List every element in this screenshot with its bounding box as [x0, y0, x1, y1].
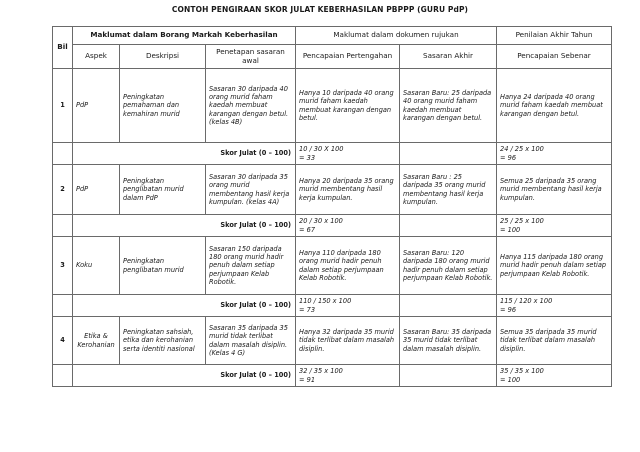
skor-pertengahan-result: = 91: [299, 375, 316, 384]
sasaran-akhir-cell: Sasaran Baru: 120 daripada 180 orang murid hadir penuh dalam setiap perjumpaan Kelab Robotik.: [400, 237, 497, 295]
skor-akhir: [497, 365, 612, 387]
skor-pertengahan-formula: 20 / 30 x 100: [299, 217, 343, 226]
aspek-cell: Koku: [73, 237, 120, 295]
row-number: 3: [53, 237, 73, 295]
deskripsi-cell: Peningkatan sahsiah, etika dan kerohanian serta identiti nasional: [120, 317, 206, 365]
sebenar-cell: Hanya 24 daripada 40 orang murid faham kaedah membuat karangan dengan betul.: [497, 69, 612, 143]
aspek-cell: Etika & Kerohanian: [73, 317, 120, 365]
skor-label: Skor Julat (0 – 100): [73, 143, 296, 165]
skor-akhir: [497, 215, 612, 237]
table-row: [53, 165, 612, 215]
deskripsi-cell: Peningkatan pemahaman dan kemahiran murid: [120, 69, 206, 143]
table-row: [53, 69, 612, 143]
score-row: [53, 215, 612, 237]
score-row: [53, 143, 612, 165]
pertengahan-cell: Hanya 10 daripada 40 orang murid faham kaedah membuat karangan dengan betul.: [296, 69, 400, 143]
table-row: [53, 237, 612, 295]
sebenar-cell: Hanya 115 daripada 180 orang murid hadir penuh dalam setiap perjumpaan Kelab Robotik.: [497, 237, 612, 295]
header-pencapaian-pertengahan: Pencapaian Pertengahan: [296, 45, 400, 69]
sebenar-cell: Semua 25 daripada 35 orang murid membentang hasil kerja kumpulan.: [497, 165, 612, 215]
skor-akhir-formula: 115 / 120 x 100: [500, 297, 553, 306]
header-sasaran-awal: Penetapan sasaran awal: [206, 45, 296, 69]
header-group-borang: Maklumat dalam Borang Markah Keberhasilan: [73, 27, 296, 45]
skor-pertengahan: [296, 215, 400, 237]
row-number: 4: [53, 317, 73, 365]
skor-akhir-formula: 24 / 25 x 100: [500, 145, 544, 154]
pertengahan-cell: Hanya 110 daripada 180 orang murid hadir penuh dalam setiap perjumpaan Kelab Robotik.: [296, 237, 400, 295]
skor-label: Skor Julat (0 – 100): [73, 215, 296, 237]
document-title: CONTOH PENGIRAAN SKOR JULAT KEBERHASILAN PBPPP (GURU PdP): [171, 5, 469, 14]
skor-akhir-result: = 96: [500, 305, 517, 314]
sasaran-akhir-cell: Sasaran Baru : 25 daripada 35 orang murid membentang hasil kerja kumpulan.: [400, 165, 497, 215]
pertengahan-cell: Hanya 20 daripada 35 orang murid membentang hasil kerja kumpulan.: [296, 165, 400, 215]
skor-label: Skor Julat (0 – 100): [73, 295, 296, 317]
header-deskripsi: Deskripsi: [120, 45, 206, 69]
sasaran-awal-cell: Sasaran 30 daripada 35 orang murid membentang hasil kerja kumpulan. (kelas 4A): [206, 165, 296, 215]
skor-akhir-formula: 35 / 35 x 100: [500, 367, 544, 376]
deskripsi-cell: Peningkatan penglibatan murid dalam PdP: [120, 165, 206, 215]
skor-label: Skor Julat (0 – 100): [73, 365, 296, 387]
deskripsi-cell: Peningkatan penglibatan murid: [120, 237, 206, 295]
header-group-penilaian: Penilaian Akhir Tahun: [497, 27, 612, 45]
score-table: [52, 26, 612, 387]
sasaran-awal-cell: Sasaran 35 daripada 35 murid tidak terlibat dalam masalah disiplin. (Kelas 4 G): [206, 317, 296, 365]
skor-akhir: [497, 143, 612, 165]
sasaran-awal-cell: Sasaran 150 daripada 180 orang murid hadir penuh dalam setiap perjumpaan Kelab Robotik.: [206, 237, 296, 295]
header-pencapaian-sebenar: Pencapaian Sebenar: [497, 45, 612, 69]
skor-pertengahan-result: = 67: [299, 225, 316, 234]
skor-pertengahan-result: = 73: [299, 305, 316, 314]
skor-pertengahan-formula: 110 / 150 x 100: [299, 297, 352, 306]
sebenar-cell: Semua 35 daripada 35 murid tidak terlibat dalam masalah disiplin.: [497, 317, 612, 365]
skor-pertengahan: [296, 295, 400, 317]
aspek-cell: PdP: [73, 165, 120, 215]
header-group-dokumen: Maklumat dalam dokumen rujukan: [296, 27, 497, 45]
header-bil: Bil: [53, 27, 73, 69]
sasaran-awal-note: (kelas 4B): [209, 117, 243, 126]
sasaran-akhir-cell: Sasaran Baru: 25 daripada 40 orang murid faham kaedah membuat karangan dengan betul.: [400, 69, 497, 143]
skor-akhir-formula: 25 / 25 x 100: [500, 217, 544, 226]
score-row: [53, 365, 612, 387]
skor-akhir-result: = 100: [500, 225, 521, 234]
skor-pertengahan-formula: 32 / 35 x 100: [299, 367, 343, 376]
sasaran-awal-text: Sasaran 30 daripada 40 orang murid faham kaedah membuat karangan dengan betul.: [209, 85, 289, 118]
row-number: 1: [53, 69, 73, 143]
header-aspek: Aspek: [73, 45, 120, 69]
skor-pertengahan-result: = 33: [299, 153, 316, 162]
skor-pertengahan-formula: 10 / 30 X 100: [299, 145, 344, 154]
row-number: 2: [53, 165, 73, 215]
skor-akhir-result: = 96: [500, 153, 517, 162]
aspek-cell: PdP: [73, 69, 120, 143]
sasaran-akhir-cell: Sasaran Baru: 35 daripada 35 murid tidak terlibat dalam masalah disiplin.: [400, 317, 497, 365]
skor-akhir: [497, 295, 612, 317]
header-sasaran-akhir: Sasaran Akhir: [400, 45, 497, 69]
sasaran-awal-cell: [206, 69, 296, 143]
table-row: [53, 317, 612, 365]
score-row: [53, 295, 612, 317]
pertengahan-cell: Hanya 32 daripada 35 murid tidak terlibat dalam masalah disiplin.: [296, 317, 400, 365]
skor-pertengahan: [296, 365, 400, 387]
skor-pertengahan: [296, 143, 400, 165]
skor-akhir-result: = 100: [500, 375, 521, 384]
